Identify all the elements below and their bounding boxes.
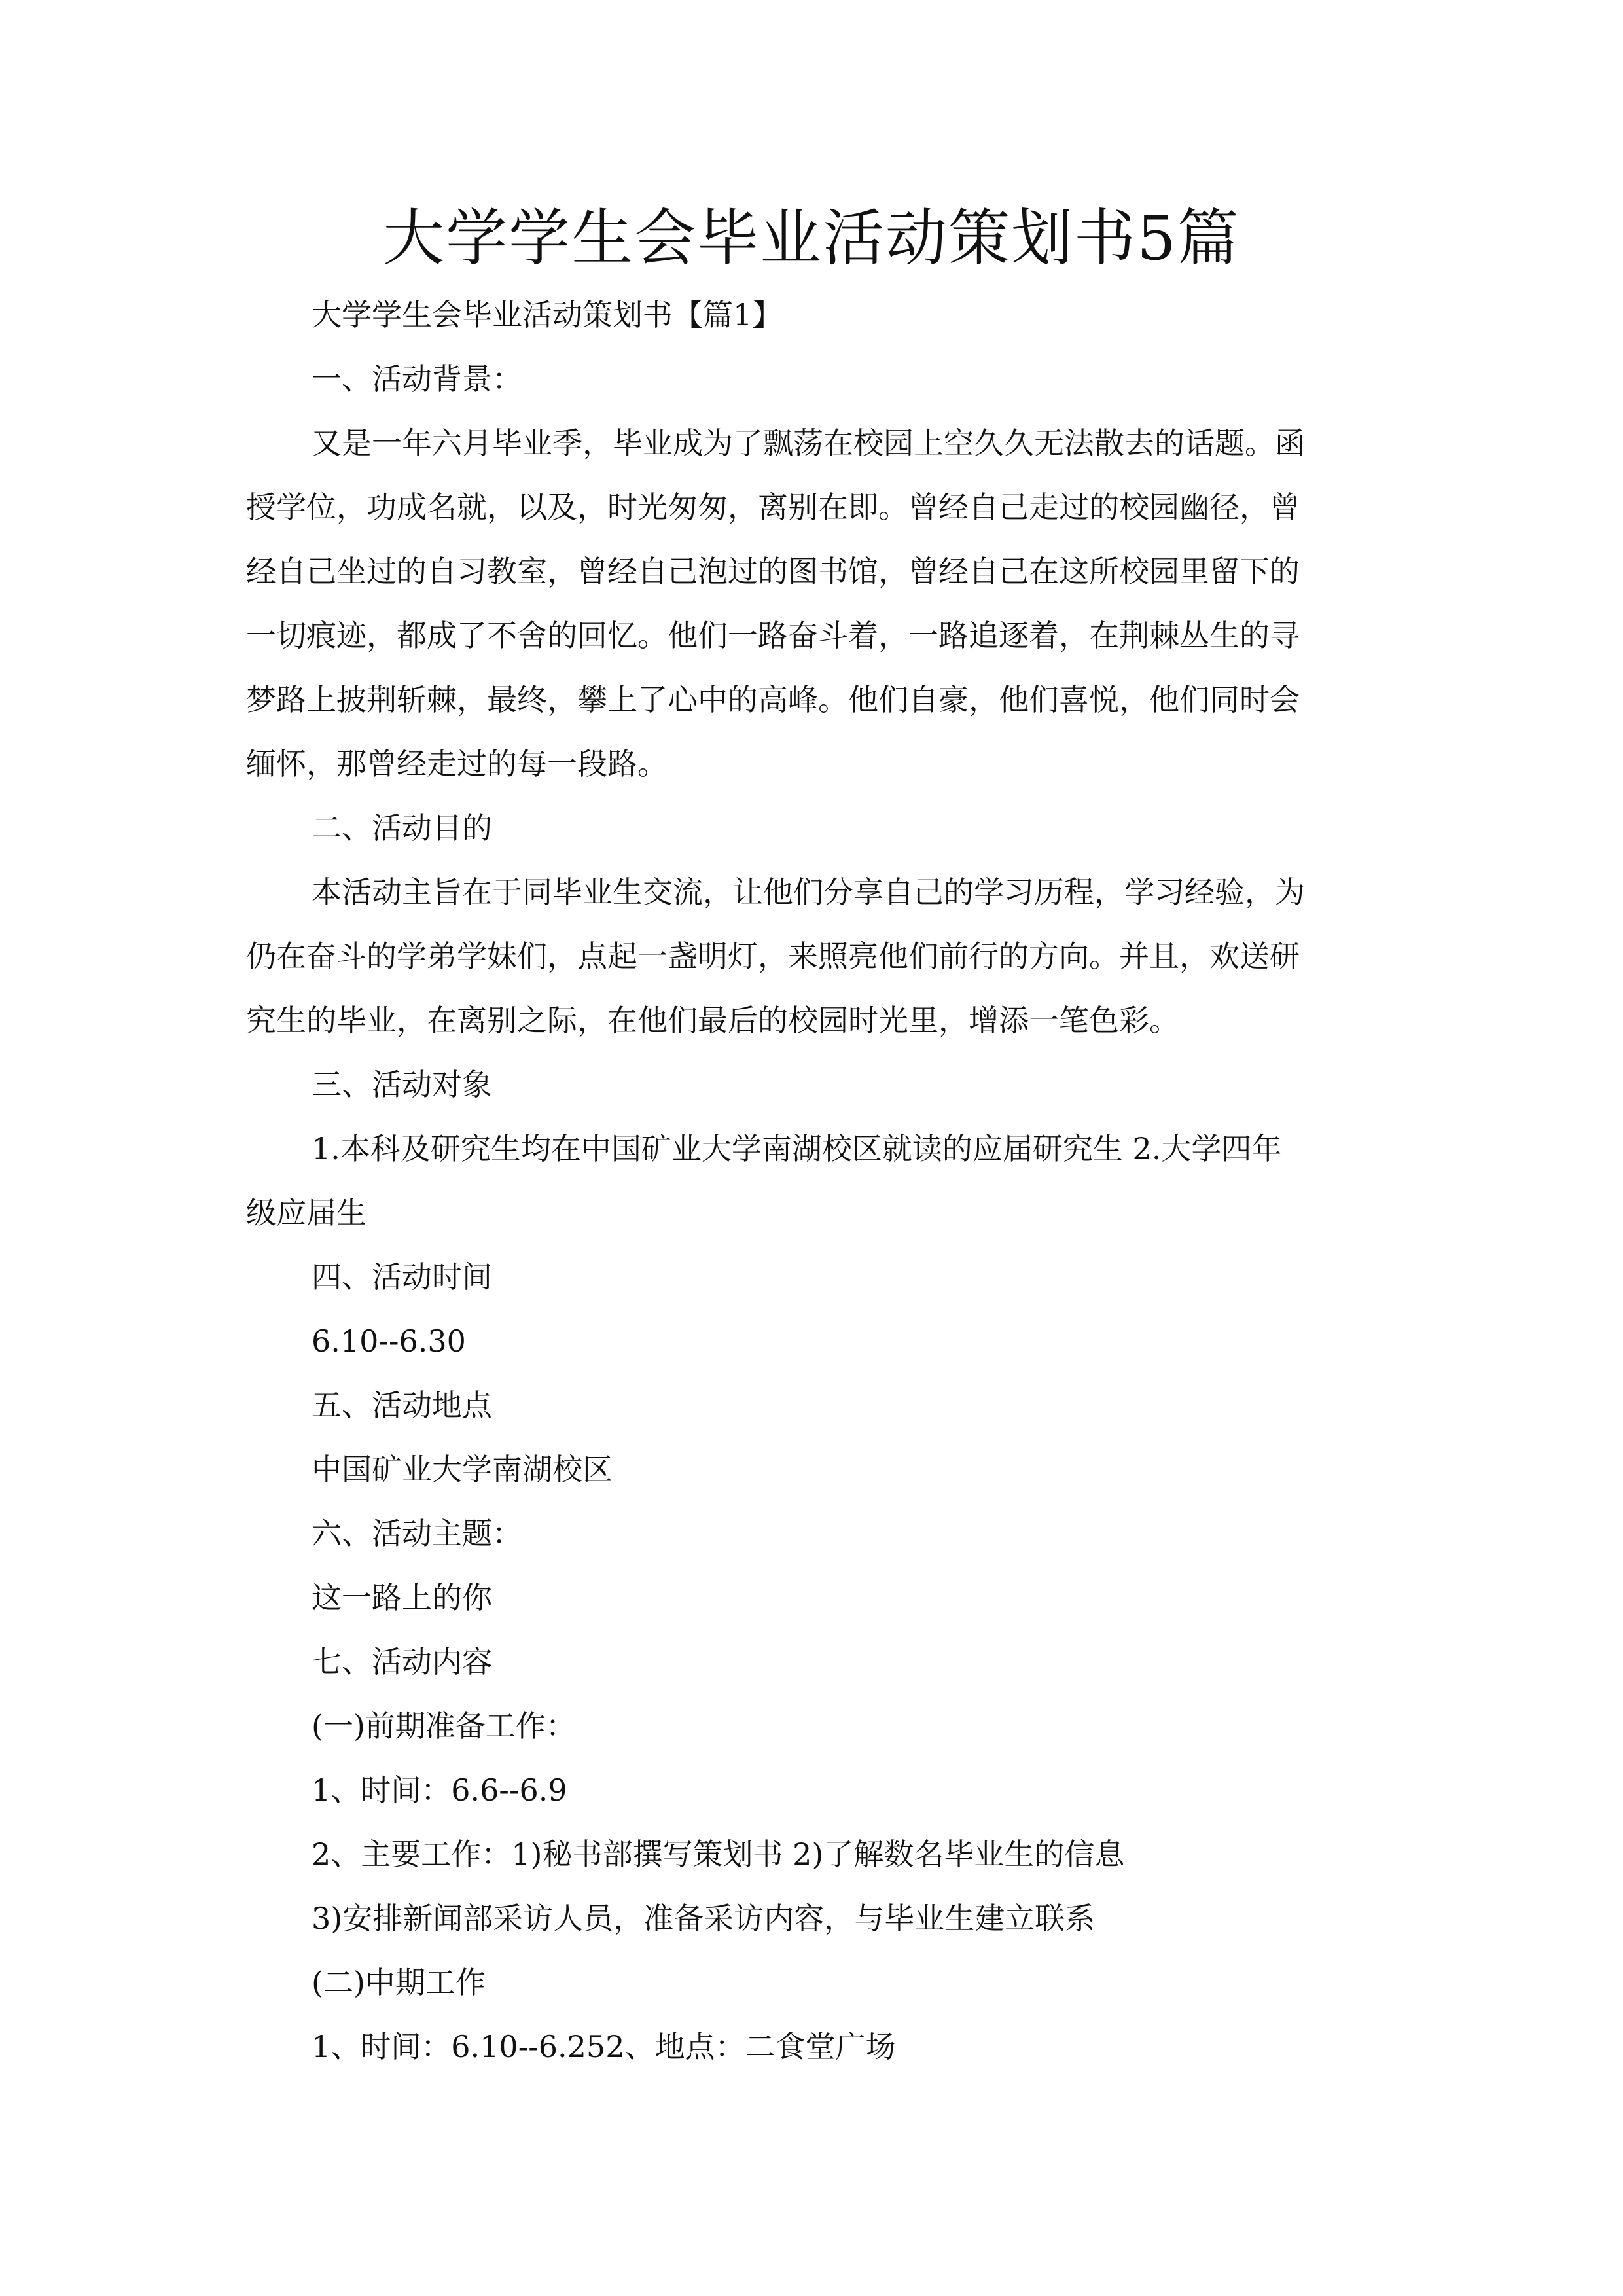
text-line: 七、活动内容 (312, 1644, 492, 1679)
text-line: 1、时间：6.6--6.9 (312, 1772, 567, 1808)
text-line: 一、活动背景： (312, 361, 522, 397)
text-line: 3)安排新闻部采访人员，准备采访内容，与毕业生建立联系 (312, 1901, 1096, 1936)
text-line: 五、活动地点 (312, 1388, 492, 1423)
text-line: 大学学生会毕业活动策划书【篇1】 (312, 297, 783, 332)
text-line: 经自己坐过的自习教室，曾经自己泡过的图书馆，曾经自己在这所校园里留下的 (246, 554, 1300, 589)
text-line: 这一路上的你 (312, 1580, 492, 1615)
text-line: 仍在奋斗的学弟学妹们，点起一盏明灯，来照亮他们前行的方向。并且，欢送研 (246, 939, 1300, 974)
text-line: 6.10--6.30 (312, 1323, 466, 1359)
text-line: 二、活动目的 (312, 810, 492, 846)
text-line: 1、时间：6.10--6.252、地点：二食堂广场 (312, 2029, 896, 2064)
text-line: 究生的毕业，在离别之际，在他们最后的校园时光里，增添一笔色彩。 (246, 1003, 1179, 1038)
text-line: 2、主要工作：1)秘书部撰写策划书 2)了解数名毕业生的信息 (312, 1837, 1125, 1872)
text-line: 一切痕迹，都成了不舍的回忆。他们一路奋斗着，一路追逐着，在荆棘丛生的寻 (246, 618, 1300, 653)
text-line: 缅怀，那曾经走过的每一段路。 (246, 746, 668, 781)
text-line: 三、活动对象 (312, 1067, 492, 1102)
text-line: 级应届生 (246, 1195, 366, 1230)
document-body (246, 283, 1378, 2079)
text-line: 1.本科及研究生均在中国矿业大学南湖校区就读的应届研究生 2.大学四年 (312, 1131, 1282, 1166)
text-line: (一)前期准备工作： (312, 1708, 576, 1744)
text-line: 梦路上披荆斩棘，最终，攀上了心中的高峰。他们自豪，他们喜悦，他们同时会 (246, 682, 1300, 717)
text-line: 六、活动主题： (312, 1516, 522, 1551)
text-line: 本活动主旨在于同毕业生交流，让他们分享自己的学习历程，学习经验，为 (312, 874, 1305, 910)
text-line: 又是一年六月毕业季，毕业成为了飘荡在校园上空久久无法散去的话题。函 (312, 425, 1305, 461)
document-title: 大学学生会毕业活动策划书5篇 (383, 203, 1240, 274)
text-line: 授学位，功成名就，以及，时光匆匆，离别在即。曾经自己走过的校园幽径，曾 (246, 490, 1300, 525)
text-line: (二)中期工作 (312, 1965, 486, 2000)
text-line: 四、活动时间 (312, 1259, 492, 1295)
text-line: 中国矿业大学南湖校区 (312, 1452, 613, 1487)
